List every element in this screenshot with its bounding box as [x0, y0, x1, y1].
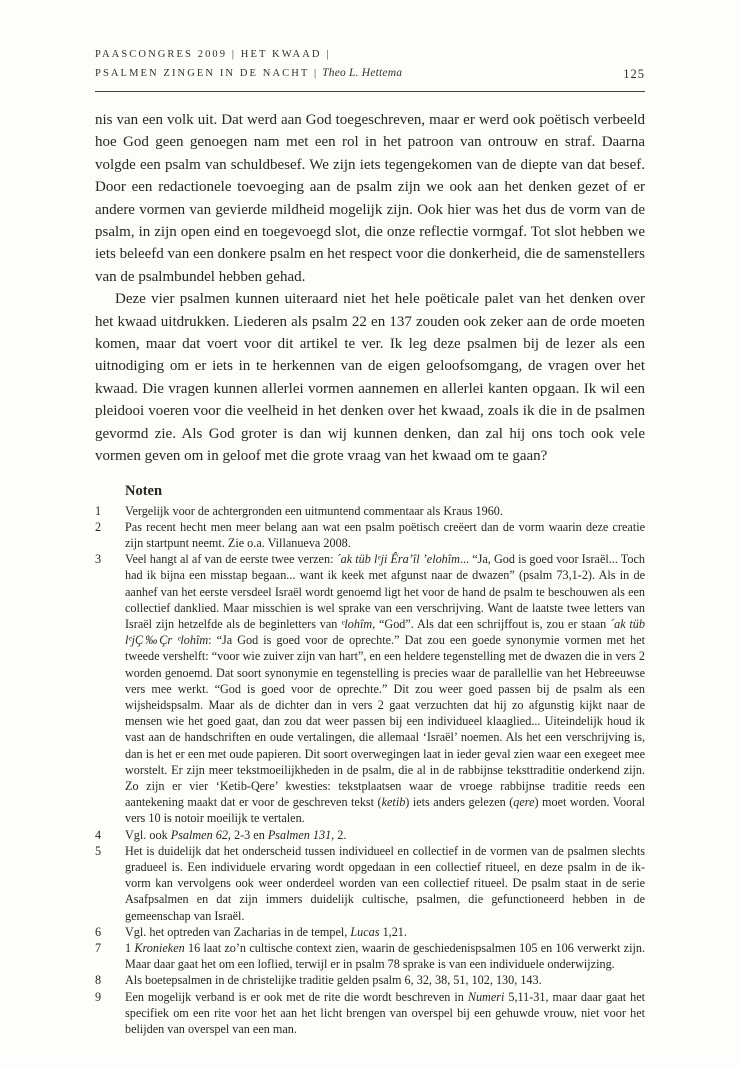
note-number: 7: [95, 940, 102, 955]
note-text: Vgl. het optreden van Zacharias in de tempel, Lucas 1,21.: [125, 924, 407, 939]
note-number: 9: [95, 989, 102, 1004]
notes-list: [95, 503, 645, 1038]
header-article-title: PSALMEN ZINGEN IN DE NACHT |: [95, 68, 319, 79]
note-item: [95, 519, 645, 551]
note-number: 5: [95, 843, 102, 858]
notes-heading: Noten: [125, 482, 163, 499]
note-item: [95, 989, 645, 1038]
note-text: Vgl. ook Psalmen 62, 2-3 en Psalmen 131, 2.: [125, 827, 347, 842]
note-item: [95, 924, 645, 940]
running-header: [95, 46, 645, 92]
note-text: Als boetepsalmen in de christelijke traditie gelden psalm 6, 32, 38, 51, 102, 130, 143.: [125, 973, 542, 988]
note-item: [95, 972, 645, 988]
note-item: [95, 843, 645, 924]
note-text: Pas recent hecht men meer belang aan wat een psalm poëtisch creëert dan de vorm waarin deze creatie zijn startpunt neemt. Zie o.a. Villanueva 2008.: [125, 519, 645, 550]
note-item: [95, 551, 645, 826]
body-text: [95, 109, 645, 468]
note-text: Een mogelijk verband is er ook met de rite die wordt beschreven in Numeri 5,11-31, maar daar gaat het specifiek om een rite voor het aan het licht brengen van overspel bij een gehuwde vrouw, niet voor het belijden van overspel van een man.: [125, 989, 645, 1036]
header-author-name: Theo L. Hettema: [322, 67, 403, 79]
notes-section: [95, 483, 645, 1038]
note-item: [95, 940, 645, 972]
header-congress-line: PAASCONGRES 2009 | HET KWAAD |: [95, 49, 331, 60]
header-title-block: [95, 46, 402, 82]
note-number: 1: [95, 503, 102, 518]
note-number: 3: [95, 552, 102, 567]
note-item: [95, 827, 645, 843]
note-text: Het is duidelijk dat het onderscheid tussen individueel en collectief in de vormen van de psalmen slechts gradueel is. Een individuele ervaring wordt opgedaan in een collectief ritueel, en deze psalm in de ik-vorm kan vervolgens ook weer onderdeel worden van een collectief ritueel. De psalm staat in de serie Asafpsalmen en dat zijn immers duidelijk cultische, psalmen, die gefunctioneerd hebben in de gemeenschap van Israël.: [125, 843, 645, 923]
note-number: 2: [95, 519, 102, 534]
note-text: Veel hangt al af van de eerste twee verzen: ´ak tüb lᵉji Êra’îl ’elohîm... “Ja, God is goed voor Israël... Toch had ik bijna een misstap begaan... want ik keek met afgunst naar de dwazen” (psalm 73,1-2). Als in de aanhef van het eerste versdeel Israël wordt genoemd ligt het voor de hand de psalm te beschouwen als een collectief danklied. Maar misschien is wel sprake van een verschrijving. Want de laatste twee letters van Israël zijn hetzelfde als de beginletters van ᵉlohîm, “God”. Als dat een schrijffout is, zou er staan ´ak tüb lᵉjÇ‰Çr ᵉlohîm: “Ja God is goed voor de oprechte.” Dat zou een goede synonymie vormen met het tweede vershelft: “voor wie zuiver zijn van hart”, en een heldere tegenstelling met de dwazen die in vers 2 worden genoemd. Dat soort synonymie en tegenstelling is precies waar de parallellie van het Hebreeuwse vers mee werkt. “God is goed voor de oprechte.” Dit zou weer goed passen bij de psalm als een wijsheidspsalm. Maar als de dichter dan in vers 2 gaat verzuchten dat hij zo afgunstig kijkt naar de mensen wie het goed gaat, dan zou dat weer passen bij een individueel klaaglied... Uiteindelijk houd ik vast aan de handschriften en oude vertalingen, die allemaal ‘Israël’ noemen. Als het een verschrijving is, dan is het er een met oude papieren. Dit soort overwegingen laat in ieder geval zien waar een exegeet mee worstelt. Er zijn meer tekstmoeilijkheden in de psalm, die al in de rabbijnse teksttraditie onderkend zijn. Zo zijn er vier ‘Ketib-Qere’ kwesties: tekstplaatsen waar de vroege rabbijnse traditie reeds een aantekening maakt dat er voor de geschreven tekst (ketib) iets anders gelezen (qere) moet worden. Vooral vers 10 is notoir moeilijk te vertalen.: [125, 552, 646, 826]
note-text: Vergelijk voor de achtergronden een uitmuntend commentaar als Kraus 1960.: [125, 503, 503, 518]
page-number: 125: [623, 67, 645, 81]
body-paragraph-1: nis van een volk uit. Dat werd aan God toegeschreven, maar er werd ook poëtisch verbeeld hoe God geen genoegen nam met een rol in het patroon van ontrouw en straf. Daarna volgde een psalm van schuldbesef. We zijn iets tegengekomen van de diepte van dat besef. Door een redactionele toevoeging aan de psalm zijn we ook aan het denken gezet of er andere vormen van gevierde mildheid mogelijk zijn. Ook hier was het dus de vorm van de psalm, in zijn open eind en toegevoegd slot, die onze reflectie vormgaf. Tot slot hebben we iets beleefd van een donkere psalm en het respect voor die donkerheid, die de samenstellers van de psalmbundel hebben gehad.: [95, 112, 645, 285]
header-article-line: [95, 63, 402, 82]
note-item: [95, 503, 645, 519]
note-text: 1 Kronieken 16 laat zo’n cultische context zien, waarin de geschiedenispsalmen 105 en 106 verwerkt zijn. Maar daar gaat het om een loflied, terwijl er in psalm 78 sprake is van een individuele onderwijzing.: [125, 940, 646, 972]
note-number: 4: [95, 827, 102, 842]
note-number: 6: [95, 924, 102, 939]
note-number: 8: [95, 973, 102, 988]
body-paragraph-2: Deze vier psalmen kunnen uiteraard niet het hele poëticale palet van het denken over het kwaad uitdrukken. Liederen als psalm 22 en 137 zouden ook zeker aan de orde moeten komen, maar dat voert voor dit artikel te ver. Ik leg deze psalmen bij de lezer als een uitnodiging om er iets in te herkennen van de eigen geloofsomgang, de vragen over het kwaad. Die vragen kunnen allerlei vormen aannemen en allerlei kanten opgaan. Ik wil een pleidooi voeren voor die veelheid in het denken over het kwaad, zoals ik die in de psalmen gevormd zie. Als God groter is dan wij kunnen denken, dan zal hij ons toch ook vele vormen geven om in geloof met die grote vraag van het kwaad om te gaan?: [95, 291, 645, 465]
